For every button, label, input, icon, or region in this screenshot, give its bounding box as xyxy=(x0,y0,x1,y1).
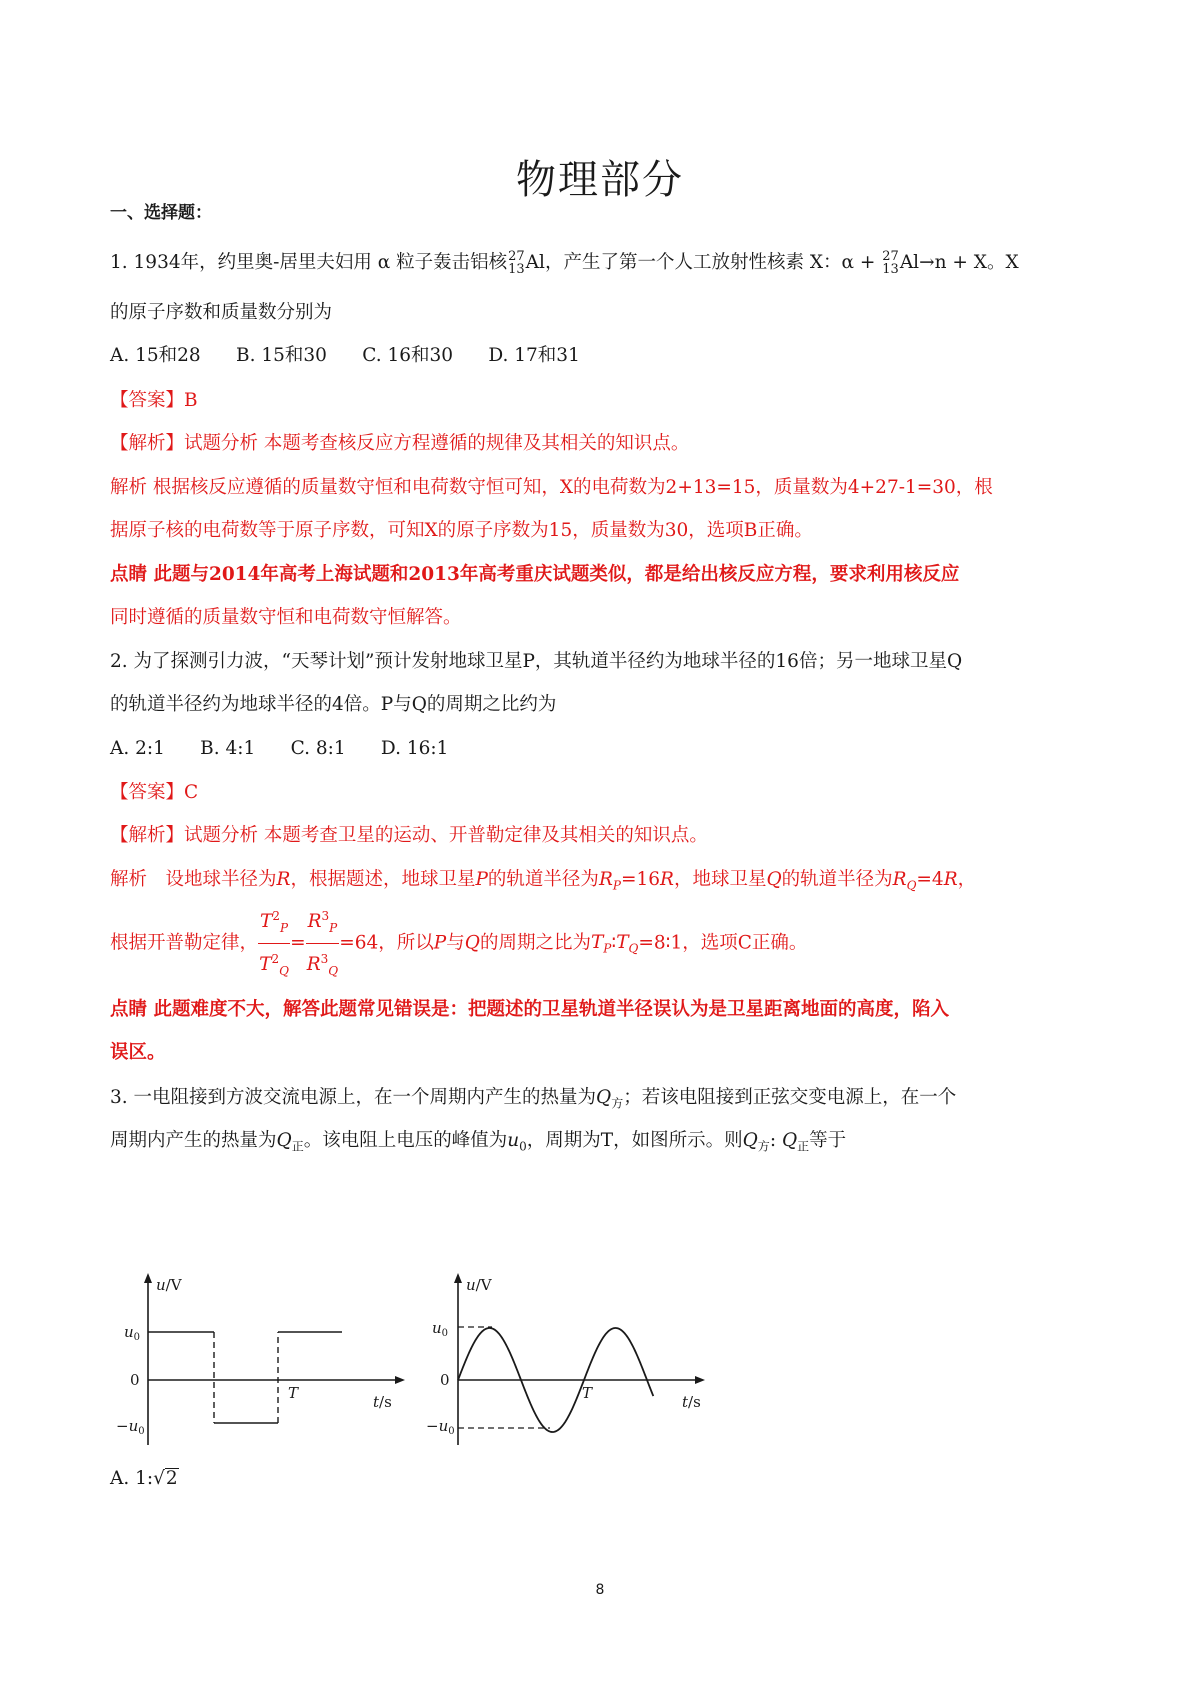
q3-line1: 3. 一电阻接到方波交流电源上，在一个周期内产生的热量为$Q_方$；若该电阻接到正弦交变电源上，在一个 xyxy=(110,1087,957,1111)
zero-label-left: 0 xyxy=(130,1371,140,1389)
q1-analysis: 【解析】试题分析 本题考查核反应方程遵循的规律及其相关的知识点。 xyxy=(110,433,690,454)
page-number: 8 xyxy=(595,1582,605,1598)
page-title: 物理部分 xyxy=(516,157,684,203)
zero-label-right: 0 xyxy=(440,1371,450,1389)
x-label-left: t/s xyxy=(373,1393,392,1411)
q1-line2: 的原子序数和质量数分别为 xyxy=(110,302,333,323)
q2-line1: 2. 为了探测引力波，“天琴计划”预计发射地球卫星P，其轨道半径约为地球半径的16倍；另一地球卫星Q xyxy=(110,651,963,672)
x-label-right: t/s xyxy=(682,1393,701,1411)
x-axis-arrow-left xyxy=(395,1376,405,1384)
y-label-left: u/V xyxy=(156,1276,182,1294)
section-heading: 一、选择题： xyxy=(110,203,212,223)
q1-tip-line1: 点睛 此题与2014年高考上海试题和2013年高考重庆试题类似，都是给出核反应方程，要求利用核反应 xyxy=(110,564,960,585)
neg-u0-label-right: $-u_0$ xyxy=(426,1417,455,1437)
q2-tip-line2: 误区。 xyxy=(110,1042,166,1063)
y-axis-arrow-left xyxy=(144,1273,152,1283)
square-wave-graph xyxy=(116,1273,405,1445)
q1-line1: 1. 1934年，约里奥-居里夫妇用 α 粒子轰击铝核 27 13 Al，产生了第一个人工放射性核素 X：α + 27 13 Al→n + X。X xyxy=(110,249,1019,277)
x-axis-arrow-right xyxy=(695,1376,705,1384)
q1-solution-line2: 据原子核的电荷数等于原子序数，可知X的原子序数为15，质量数为30，选项B正确。 xyxy=(110,520,813,541)
sine-wave-graph xyxy=(426,1273,705,1445)
q1-options: A. 15和28 B. 15和30 C. 16和30 D. 17和31 xyxy=(110,345,580,366)
q1-solution-line1: 解析 根据核反应遵循的质量数守恒和电荷数守恒可知，X的电荷数为2+13=15，质量数为4+27-1=30，根 xyxy=(110,477,993,498)
fraction-period: $\frac{T^2_P}{T^2_Q}$ xyxy=(258,905,290,982)
q3-line2: 周期内产生的热量为$Q_正$。该电阻上电压的峰值为$u_0$，周期为T，如图所示。则$Q_方$: $Q_正$等于 xyxy=(110,1130,847,1154)
q2-line2: 的轨道半径约为地球半径的4倍。P与Q的周期之比约为 xyxy=(110,694,557,715)
q2-analysis: 【解析】试题分析 本题考查卫星的运动、开普勒定律及其相关的知识点。 xyxy=(110,825,708,846)
fraction-radius: $\frac{R^3_P}{R^3_Q}$ xyxy=(306,905,340,982)
q2-solution-line1: 解析 设地球半径为R，根据题述，地球卫星P的轨道半径为$R_P=16R$，地球卫星Q的轨道半径为$R_Q=4R$， xyxy=(110,869,977,893)
neg-u0-label-left: $-u_0$ xyxy=(116,1417,145,1437)
T-label-right: T xyxy=(582,1384,593,1402)
u0-label-right: $u_0$ xyxy=(432,1319,449,1339)
q2-tip-line1: 点睛 此题难度不大，解答此题常见错误是：把题述的卫星轨道半径误认为是卫星距离地面的高度，陷入 xyxy=(110,999,949,1020)
y-label-right: u/V xyxy=(466,1276,492,1294)
al-nucleus-notation-2: 27 13 xyxy=(882,249,899,277)
y-axis-arrow-right xyxy=(454,1273,462,1283)
q1-answer: 【答案】B xyxy=(110,390,198,411)
q1-tip-line2: 同时遵循的质量数守恒和电荷数守恒解答。 xyxy=(110,607,462,628)
q2-solution-line2: 根据开普勒定律， $\frac{T^2_P}{T^2_Q}$ = $\frac{R^3_P}{R^3_Q}$ =64，所以P与Q的周期之比为$T_P∶T_Q=8∶1$，选项C正确。 xyxy=(110,905,807,982)
T-label-left: T xyxy=(288,1384,299,1402)
al-nucleus-notation: 27 13 xyxy=(508,249,525,277)
waveform-figure xyxy=(110,1265,770,1465)
u0-label-left: $u_0$ xyxy=(124,1323,141,1343)
q2-answer: 【答案】C xyxy=(110,782,199,803)
q2-options: A. 2:1 B. 4:1 C. 8:1 D. 16:1 xyxy=(110,738,449,759)
q3-option-a: A. 1:√2 xyxy=(110,1468,178,1489)
